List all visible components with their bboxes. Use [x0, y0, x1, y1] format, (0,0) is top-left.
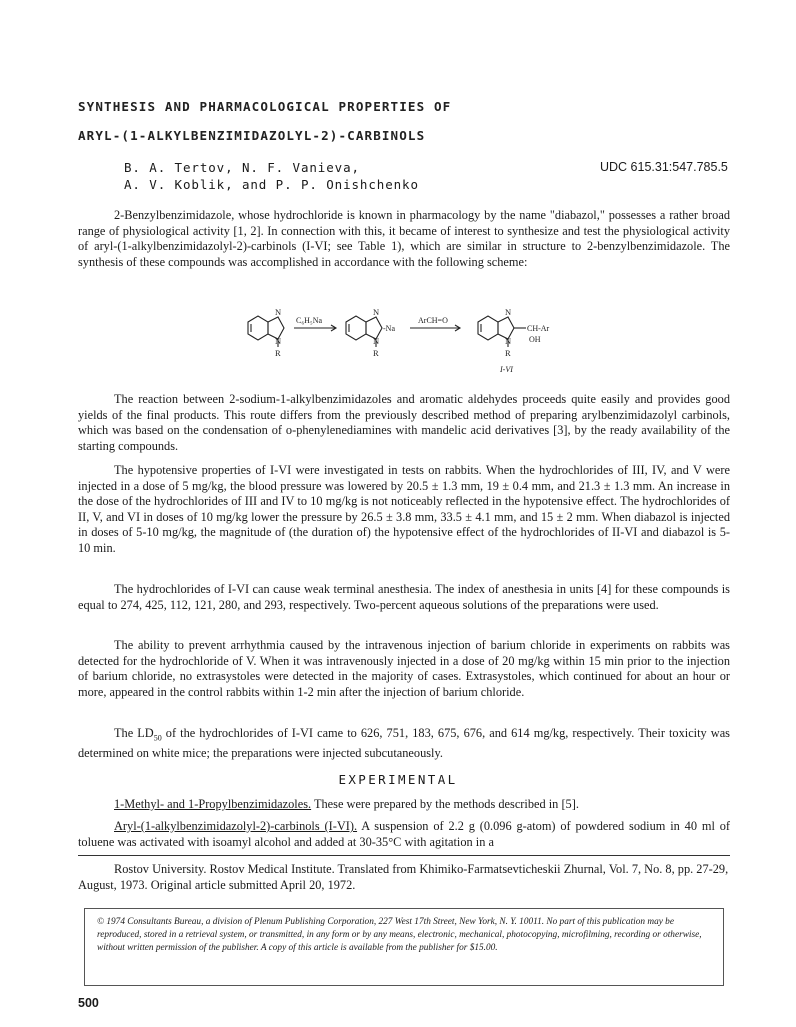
hydroxyl-label: OH	[529, 335, 541, 344]
nitrogen-label-1b: N	[275, 336, 282, 346]
page-number: 500	[78, 996, 99, 1010]
toxicity-paragraph	[78, 726, 730, 762]
nitrogen-label-2a: N	[373, 307, 380, 317]
r-group-label-1: R	[275, 348, 281, 358]
ld-label: The LD	[114, 726, 154, 740]
affiliation-text: Rostov University. Rostov Medical Institute. Translated from Khimiko-Farmatsevticheskii Zhurnal, Vol. 7, No. 8, pp. 27-29, August, 1973. Original article submitted April 20, 1972.	[78, 862, 729, 892]
sodium-label: -Na	[383, 324, 395, 333]
carbinols-text: A suspension of 2.2 g (0.096 g-atom) of powdered sodium in 40 ml of toluene was activated with isoamyl alcohol and added at 30-35°C with agitation in a	[78, 819, 731, 849]
carbinols-label: Aryl-(1-alkylbenzimidazolyl-2)-carbinols (I-VI).	[114, 819, 358, 833]
affiliation-footnote	[78, 862, 730, 893]
nitrogen-label-3b: N	[505, 336, 512, 346]
footer-divider	[78, 855, 730, 856]
experimental-paragraph-2	[78, 819, 730, 850]
authors-line-2: A. V. Koblik, and P. P. Onishchenko	[124, 177, 419, 192]
reaction-scheme	[238, 300, 578, 380]
paper-title-line-1: SYNTHESIS AND PHARMACOLOGICAL PROPERTIES OF	[78, 99, 452, 114]
carbinol-label: CH-Ar	[527, 324, 550, 333]
ld-subscript: 50	[153, 733, 162, 743]
toxicity-text: of the hydrochlorides of I-VI came to 626, 751, 183, 675, 676, and 614 mg/kg, respectively. Their toxicity was determined on white mice; the preparations were injected subcutaneously.	[78, 726, 730, 761]
paper-title-line-2: ARYL-(1-ALKYLBENZIMIDAZOLYL-2)-CARBINOLS	[78, 128, 426, 143]
authors-line-1: B. A. Tertov, N. F. Vanieva,	[124, 160, 360, 175]
udc-code: UDC 615.31:547.785.5	[600, 160, 728, 174]
r-group-label-3: R	[505, 348, 511, 358]
r-group-label-2: R	[373, 348, 379, 358]
reaction-paragraph	[78, 392, 730, 454]
reaction-text: The reaction between 2-sodium-1-alkylbenzimidazoles and aromatic aldehydes proceeds quite easily and provides good yields of the final products. This route differs from the previously described method of preparing arylbenzimidazolyl carbinols, which was based on the condensation of o-phenylenediamines with mandelic acid derivatives [3], by the ready availability of the starting compounds.	[78, 392, 730, 453]
arrhythmia-paragraph	[78, 638, 730, 700]
experimental-heading: EXPERIMENTAL	[338, 772, 458, 787]
reagent-aldehyde: ArCH=O	[418, 316, 448, 325]
nitrogen-label-3a: N	[505, 307, 512, 317]
hypotensive-text: The hypotensive properties of I-VI were investigated in tests on rabbits. When the hydrochlorides of III, IV, and V were injected in a dose of 5 mg/kg, the blood pressure was lowered by 20.5 ± 1.3 mm, 19 ± 0.4 mm, and 21.3 ± 1.3 mm. An increase in the dose of the hydrochlorides of III and IV to 10 mg/kg is not noticeably reflected in the hypotensive effect. The hydrochlorides of II, V, and VI in doses of 10 mg/kg lower the pressure by 26.5 ± 3.8 mm, 33.5 ± 4.1 mm, and 15 ± 2 mm. When diabazol is injected in doses of 5-10 mg/kg, the magnitude of (the duration of) the hypotensive effect of the hydrochlorides of II-VI and diabazol is 5-10 min.	[78, 463, 730, 555]
intro-text: 2-Benzylbenzimidazole, whose hydrochloride is known in pharmacology by the name "diabazol," possesses a rather broad range of physiological activity [1, 2]. In connection with this, it became of interest to synthesize and test the physiological activity of aryl-(1-alkylbenzimidazolyl-2)-carbinols (I-VI; see Table 1), which are similar in structure to 2-benzylbenzimidazole. The synthesis of these compounds was accomplished in accordance with the following scheme:	[78, 208, 730, 269]
intro-paragraph	[78, 208, 730, 270]
anesthesia-paragraph	[78, 582, 730, 613]
experimental-paragraph-1	[78, 797, 730, 813]
copyright-notice: © 1974 Consultants Bureau, a division of Plenum Publishing Corporation, 227 West 17th Street, New York, N. Y. 10011. No part of this publication may be reproduced, stored in a retrieval system, or transmitted, in any form or by any means, electronic, mechanical, photocopying, microfilming, recording or otherwise, without written permission of the publisher. A copy of this article is available from the publisher for $15.00.	[84, 908, 724, 986]
benzimidazoles-text: These were prepared by the methods described in [5].	[311, 797, 579, 811]
hypotensive-paragraph	[78, 463, 730, 557]
nitrogen-label-2b: N	[373, 336, 380, 346]
benzimidazoles-label: 1-Methyl- and 1-Propylbenzimidazoles.	[114, 797, 312, 811]
reagent-sodium-phenyl: C₆H₅Na	[296, 316, 323, 325]
nitrogen-label-1a: N	[275, 307, 282, 317]
anesthesia-text: The hydrochlorides of I-VI can cause weak terminal anesthesia. The index of anesthesia in units [4] for these compounds is equal to 274, 425, 112, 121, 280, and 293, respectively. Two-percent aqueous solutions of the preparations were used.	[78, 582, 730, 612]
arrhythmia-text: The ability to prevent arrhythmia caused by the intravenous injection of barium chloride in experiments on rabbits was detected for the hydrochloride of V. When it was intravenously injected in a dose of 20 mg/kg within 15 min prior to the injection of barium chloride, no extrasystoles were detected in the majority of cases. Extrasystoles, which continued for about an hour or more, appeared in the control rabbits within 1-2 min after the injection of barium chloride.	[78, 638, 730, 699]
compound-range-label: I-VI	[500, 365, 513, 374]
